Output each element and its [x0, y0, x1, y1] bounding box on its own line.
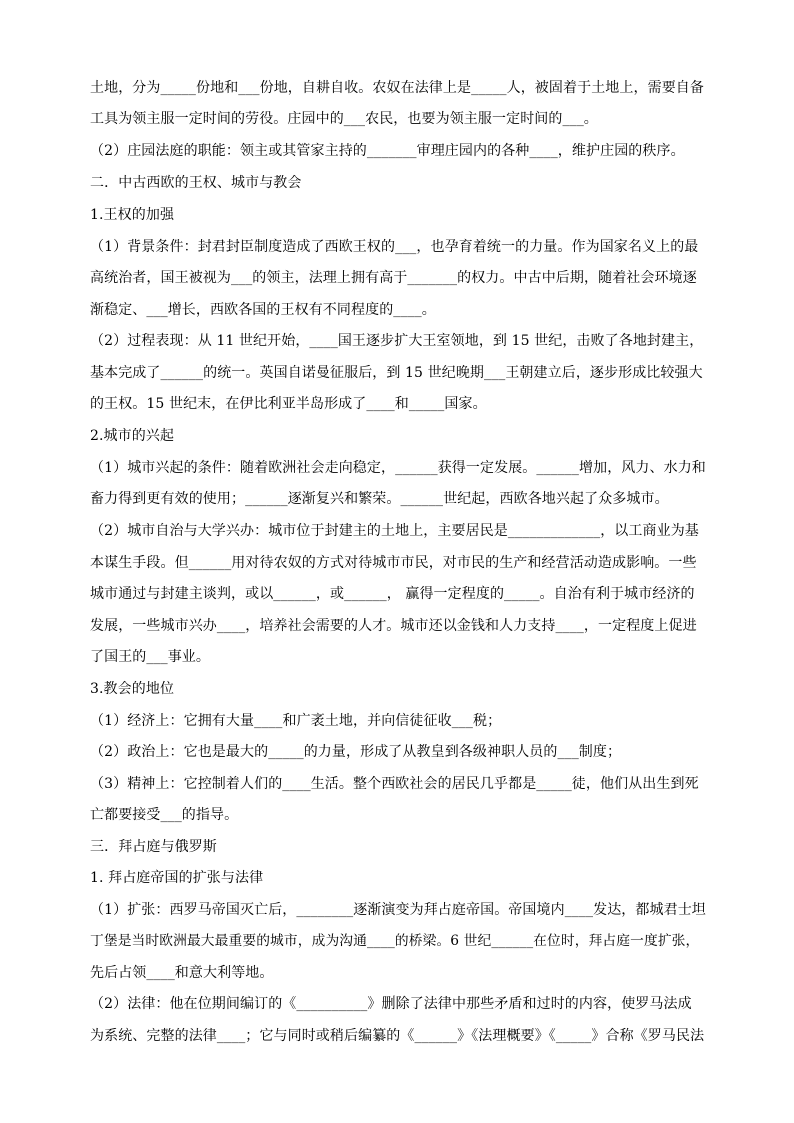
text-line: （1）背景条件：封君封臣制度造成了西欧王权的___，也孕育着统一的力量。作为国家名义上的最: [90, 239, 699, 255]
text-line: 发展，一些城市兴办____，培养社会需要的人才。城市还以金钱和人力支持____，一定程度上促进: [90, 618, 697, 634]
section-heading: 二．中古西欧的王权、城市与教会: [90, 175, 302, 191]
text-line: 土地，分为_____份地和___份地，自耕自收。农奴在法律上是_____人，被固着于土地上，需要自备: [90, 80, 704, 96]
text-line: 的王权。15 世纪末，在伊比利亚半岛形成了____和_____国家。: [90, 396, 487, 412]
text-line: 工具为领主服一定时间的劳役。庄园中的___农民，也要为领主服一定时间的___。: [90, 111, 598, 127]
text-line: 渐稳定、___增长，西欧各国的王权有不同程度的____。: [90, 302, 436, 318]
text-line: 为系统、完整的法律____；它与同时或稍后编纂的《______》《法理概要》《_____》合称《罗马民法: [90, 1028, 705, 1044]
text-line: （1）城市兴起的条件：随着欧洲社会走向稳定，______获得一定发展。______增加，风力、水力和: [90, 460, 706, 476]
text-line: 畜力得到更有效的使用；______逐渐复兴和繁荣。______世纪起，西欧各地兴起了众多城市。: [90, 491, 669, 507]
text-line: 基本完成了______的统一。英国自诺曼征服后，到 15 世纪晚期___王朝建立后，逐步形成比较强大: [90, 365, 703, 381]
subsection-heading: 1.王权的加强: [90, 207, 175, 223]
subsection-heading: 1. 拜占庭帝国的扩张与法律: [90, 870, 264, 886]
text-line: （2）城市自治与大学兴办：城市位于封建主的土地上，主要居民是_____________，以工商业为基: [90, 523, 699, 539]
text-line: 城市通过与封建主谈判，或以______，或______， 赢得一定程度的_____。自治有利于城市经济的: [90, 586, 695, 602]
text-line: 亡都要接受___的指导。: [90, 807, 239, 823]
text-line: （2）庄园法庭的职能：领主或其管家主持的_______审理庄园内的各种____，维护庄园的秩序。: [90, 143, 685, 159]
text-line: （2）法律：他在位期间编订的《__________》删除了法律中那些矛盾和过时的内容，使罗马法成: [90, 996, 692, 1012]
text-line: （3）精神上：它控制着人们的____生活。整个西欧社会的居民几乎都是_____徒，他们从出生到死: [90, 776, 699, 792]
text-line: （1）经济上：它拥有大量____和广袤土地，并向信徒征收___税；: [90, 713, 502, 729]
text-line: 先后占领____和意大利等地。: [90, 965, 274, 981]
subsection-heading: 2.城市的兴起: [90, 428, 175, 444]
section-heading: 三．拜占庭与俄罗斯: [90, 839, 217, 855]
text-line: 高统治者，国王被视为___的领主，法理上拥有高于_______的权力。中古中后期，随着社会环境逐: [90, 270, 697, 286]
text-line: （1）扩张：西罗马帝国灭亡后，________逐渐演变为拜占庭帝国。帝国境内____发达，都城君士坦: [90, 902, 706, 918]
text-line: 丁堡是当时欧洲最大最重要的城市，成为沟通____的桥梁。6 世纪______在位时，拜占庭一度扩张，: [90, 933, 700, 949]
text-line: （2）过程表现：从 11 世纪开始，____国王逐步扩大王室领地，到 15 世纪，击败了各地封建主，: [90, 333, 704, 349]
text-line: 本谋生手段。但______用对待农奴的方式对待城市市民，对市民的生产和经营活动造成影响。一些: [90, 555, 697, 571]
text-line: （2）政治上：它也是最大的_____的力量，形成了从教皇到各级神职人员的___制度；: [90, 744, 622, 760]
text-line: 了国王的___事业。: [90, 649, 210, 665]
subsection-heading: 3.教会的地位: [90, 681, 175, 697]
